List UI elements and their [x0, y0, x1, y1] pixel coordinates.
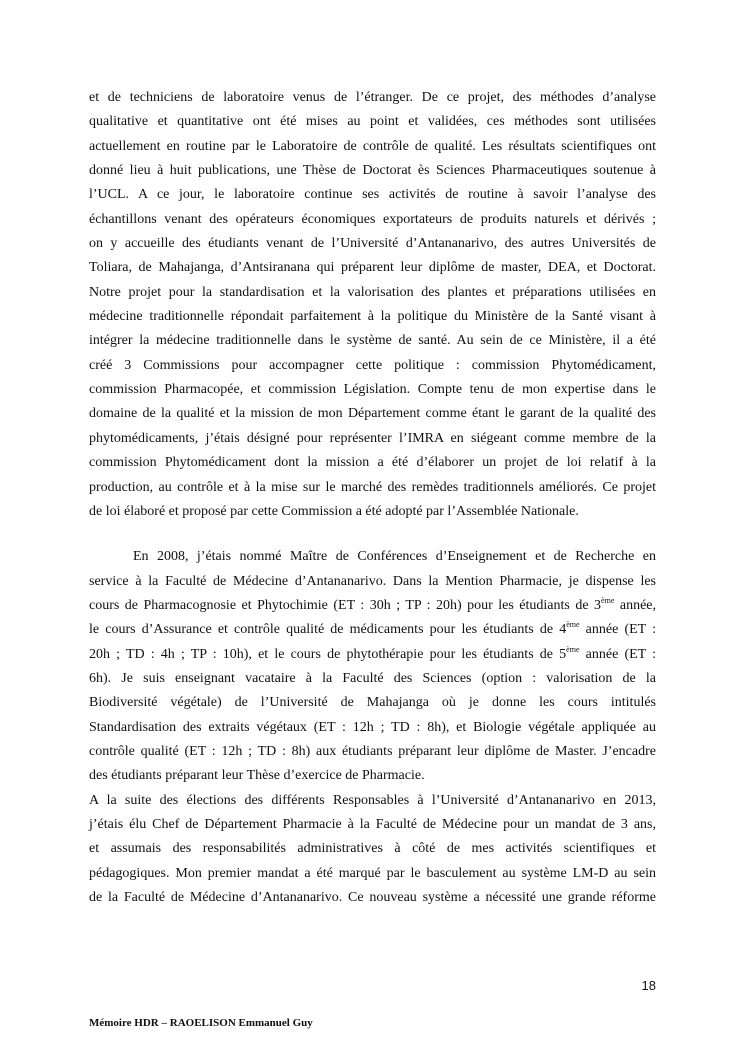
text-line: [89, 618, 656, 642]
text-line: actuellement en routine par le Laboratoire de contrôle de qualité. Les résultats scientifiques ont: [89, 138, 656, 154]
text-line: commission Pharmacopée, et commission Législation. Compte tenu de mon expertise dans le: [89, 382, 656, 398]
text-line: donné lieu à huit publications, une Thèse de Doctorat ès Sciences Pharmaceutiques soutenue à: [89, 163, 656, 179]
text-run: année,: [614, 597, 656, 613]
text-line: production, au contrôle et à la mise sur le marché des remèdes traditionnels améliorés. Ce projet: [89, 479, 656, 495]
text-run: année (ET :: [579, 622, 656, 638]
text-line: contrôle qualité (ET : 12h ; TD : 8h) aux étudiants préparant leur diplôme de Master. J’encadre: [89, 743, 656, 759]
text-line: Standardisation des extraits végétaux (ET : 12h ; TD : 8h), et Biologie végétale appliquée au: [89, 719, 656, 735]
text-line: médecine traditionnelle répondait parfaitement à la politique du Ministère de la Santé visant à: [89, 309, 656, 325]
superscript: ème: [601, 595, 615, 605]
text-line: et de techniciens de laboratoire venus de l’étranger. De ce projet, des méthodes d’analyse: [89, 90, 656, 105]
paragraph-spacer: [89, 524, 656, 545]
paragraph-1: [89, 86, 656, 524]
text-line: j’étais élu Chef de Département Pharmacie à la Faculté de Médecine pour un mandat de 3 ans,: [89, 816, 656, 832]
text-line: domaine de la qualité et la mission de mon Département comme étant le garant de la qualité des: [89, 406, 656, 422]
text-line: de la Faculté de Médecine d’Antananarivo. Ce nouveau système a nécessité une grande réforme: [89, 890, 656, 905]
text-line: Biodiversité végétale) de l’Université de Mahajanga où je donne les cours intitulés: [89, 695, 656, 711]
text-line: commission Phytomédicament dont la mission a été d’élaborer un projet de loi relatif à la: [89, 455, 656, 471]
text-line: [89, 643, 656, 667]
superscript: ème: [566, 620, 580, 630]
text-line: qualitative et quantitative ont été mises au point et validées, ces méthodes sont utilisées: [89, 114, 656, 130]
paragraph-3: [89, 789, 656, 911]
text-line: [89, 594, 656, 618]
text-line: En 2008, j’étais nommé Maître de Conférences d’Enseignement et de Recherche en: [133, 549, 656, 565]
text-line: intégrer la médecine traditionnelle dans le système de santé. Au sein de ce Ministère, il a été: [89, 333, 656, 349]
text-line: échantillons venant des opérateurs économiques exportateurs de produits naturels et dérivés ;: [89, 211, 656, 227]
superscript: ème: [566, 644, 580, 654]
page-footer: Mémoire HDR – RAOELISON Emmanuel Guy: [89, 1017, 313, 1029]
text-line: l’UCL. A ce jour, le laboratoire continue ses activités de routine à savoir l’analyse des: [89, 187, 656, 203]
text-run: le cours d’Assurance et contrôle qualité de médicaments pour les étudiants de 4: [89, 622, 567, 638]
text-line: Toliara, de Mahajanga, d’Antsiranana qui préparent leur diplôme de master, DEA, et Doctorat.: [89, 260, 656, 276]
text-line: pédagogiques. Mon premier mandat a été marqué par le basculement au système LM-D au sein: [89, 865, 656, 881]
text-line: 6h). Je suis enseignant vacataire à la Faculté des Sciences (option : valorisation de la: [89, 670, 656, 686]
text-line: et assumais des responsabilités administratives à côté de mes activités scientifiques et: [89, 841, 656, 857]
text-line: phytomédicaments, j’étais désigné pour représenter l’IMRA en siégeant comme membre de la: [89, 430, 656, 446]
text-run: année (ET :: [579, 646, 657, 662]
text-line: on y accueille des étudiants venant de l’Université d’Antananarivo, des autres Universités de: [89, 236, 656, 252]
text-line: service à la Faculté de Médecine d’Antananarivo. Dans la Mention Pharmacie, je dispense les: [89, 573, 656, 589]
paragraph-2: [89, 545, 656, 788]
text-line: A la suite des élections des différents Responsables à l’Université d’Antananarivo en 2013,: [89, 792, 656, 808]
text-run: 20h ; TD : 4h ; TP : 10h), et le cours de phytothérapie pour les étudiants de 5: [89, 646, 567, 662]
text-line: Notre projet pour la standardisation et la valorisation des plantes et préparations utilisées en: [89, 284, 656, 300]
text-line: créé 3 Commissions pour accompagner cette politique : commission Phytomédicament,: [89, 357, 656, 373]
text-line: des étudiants préparant leur Thèse d’exercice de Pharmacie.: [89, 768, 425, 784]
page-number: 18: [641, 978, 656, 993]
text-run: cours de Pharmacognosie et Phytochimie (ET : 30h ; TP : 20h) pour les étudiants de 3: [89, 597, 602, 613]
body-text: [89, 86, 656, 910]
text-line: de loi élaboré et proposé par cette Commission a été adopté par l’Assemblée Nationale.: [89, 503, 579, 519]
